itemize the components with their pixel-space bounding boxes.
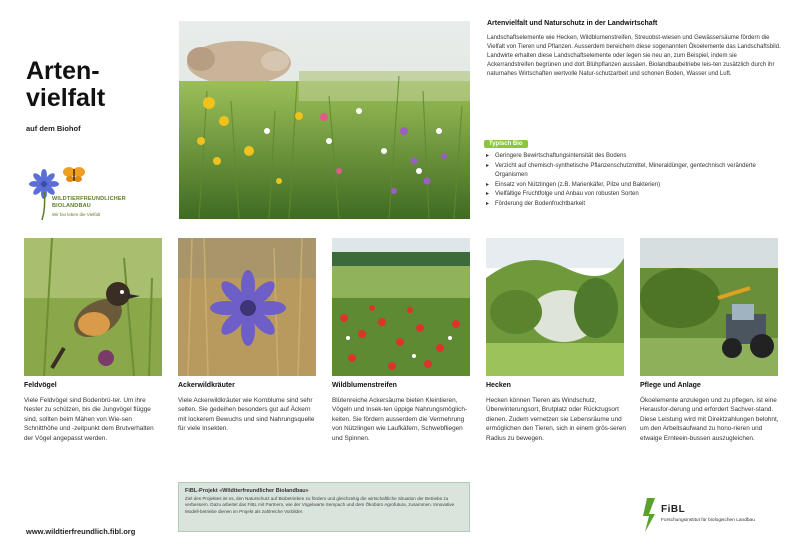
page-subtitle: auf dem Biohof [26, 124, 81, 133]
list-item: ▸ Vielfältige Fruchtfolge und Anbau von robusten Sorten [486, 190, 782, 200]
fibl-subtitle: Forschungsinstitut für biologischen Landbau [661, 518, 755, 523]
column-text: Blütenreiche Ackersäume bieten Kleintieren, Vögeln und Insek-ten üppige Nahrungsmöglich-keiten. Sie fördern ausserdem die Vermehrung von Nützlingen wie Laufkäfern, Schwebfliegen und Spinnen. [332, 397, 467, 442]
typical-bio-list [486, 152, 782, 210]
logo-tagline: Wir bio leben die Vielfalt [52, 212, 101, 217]
column-heading: Hecken [486, 382, 511, 389]
cornflower-photo [178, 238, 316, 376]
meadow-photo [179, 21, 470, 219]
column-text: Viele Ackerwildkräuter wie Kornblume sind sehr selten. Sie gedeihen besonders gut auf Äckern mit lockerem Bewuchs und sind Nahrungsquelle für viele Insekten. [178, 397, 315, 433]
project-text: Ziel des Projektes ist es, den Naturschutz auf Biobetrieben zu fördern und gleichzeitig die wirtschaftliche Situation der Betriebe zu verbessern. Dazu arbeitet das FiBL mit Partnern, wie der Vogelwarte Sempach und dem Ökobüro Agrofutura, zusammen. Innovative Modell-betriebe dienen im Projekt als zahlreiche Vorbilder. [185, 496, 455, 514]
column-text: Viele Feldvögel sind Bodenbrü-ter. Um ihre Nester zu schützen, bis die Jungvögel flügge sind, sollten beim Mähen von Wie-sen Schnitthöhe und -zeitpunkt dem Brutverhalten der Vögel angepasst werden. [24, 397, 154, 442]
list-item: ▸ Einsatz von Nützlingen (z.B. Marienkäfer, Pilze und Bakterien) [486, 181, 782, 191]
wildflower-strip-photo [332, 238, 470, 376]
list-item: ▸ Geringere Bewirtschaftungsintensität des Bodens [486, 152, 782, 162]
project-info-box [178, 482, 470, 532]
list-item: ▸ Förderung der Bodenfruchtbarkeit [486, 200, 782, 210]
fibl-logo [641, 494, 761, 534]
fibl-name: FiBL [661, 504, 686, 515]
logo-text: WILDTIERFREUNDLICHER BIOLANDBAU [52, 196, 126, 209]
column-text: Ökoelemente anzulegen und zu pflegen, ist eine Herausfor-derung und erfordert Sachver-stand. Diese Leistung wird mit Direktzahlungen belohnt, um den Arbeitsaufwand zu hono-rieren und etwaige Ernteein-bussen auszugleichen. [640, 397, 779, 442]
project-heading: FiBL-Projekt «Wildtierfreundlicher Biolandbau» [185, 488, 309, 494]
column-heading: Wildblumenstreifen [332, 382, 397, 389]
page-title: Arten- vielfalt [26, 57, 106, 112]
column-heading: Feldvögel [24, 382, 57, 389]
typical-bio-badge: Typisch Bio [484, 140, 528, 148]
tractor-photo [640, 238, 778, 376]
hedge-photo [486, 238, 624, 376]
intro-text: Landschaftselemente wie Hecken, Wildblumenstreifen, Streuobst-wiesen und Gewässersäume fördern die Vielfalt von Tieren und Pflanzen. Ausserdem bereichern diese sogenannten Ökoelemente das Landschaftsbild. Landwirte erhalten diese Landschaftselemente oder legen sie neu an, zum Beispiel, indem sie Ackerrandstreifen begrünen und dort Blühpflanzen aussäen. Biolandbaubetriebe leis-ten zusätzlich durch ihr naturnahes Wirtschaften wertvolle Natur-schutzarbeit und schonen Boden, Wasser und Luft. [487, 35, 781, 77]
column-heading: Ackerwildkräuter [178, 382, 235, 389]
bird-photo [24, 238, 162, 376]
website-link[interactable]: www.wildtierfreundlich.fibl.org [26, 527, 136, 536]
column-heading: Pflege und Anlage [640, 382, 701, 389]
list-item: ▸ Verzicht auf chemisch-synthetische Pflanzenschutzmittel, Mineraldünger, gentechnisch veränderte Organismen [486, 162, 782, 181]
intro-heading: Artenvielfalt und Naturschutz in der Landwirtschaft [487, 20, 658, 27]
column-text: Hecken können Tieren als Windschutz, Überwinterungsort, Brutplatz oder Rückzugsort dienen. Zudem vernetzen sie Lebensräume und ermöglichen den Tieren, sich in einem grös-seren Radius zu bewegen. [486, 397, 626, 442]
